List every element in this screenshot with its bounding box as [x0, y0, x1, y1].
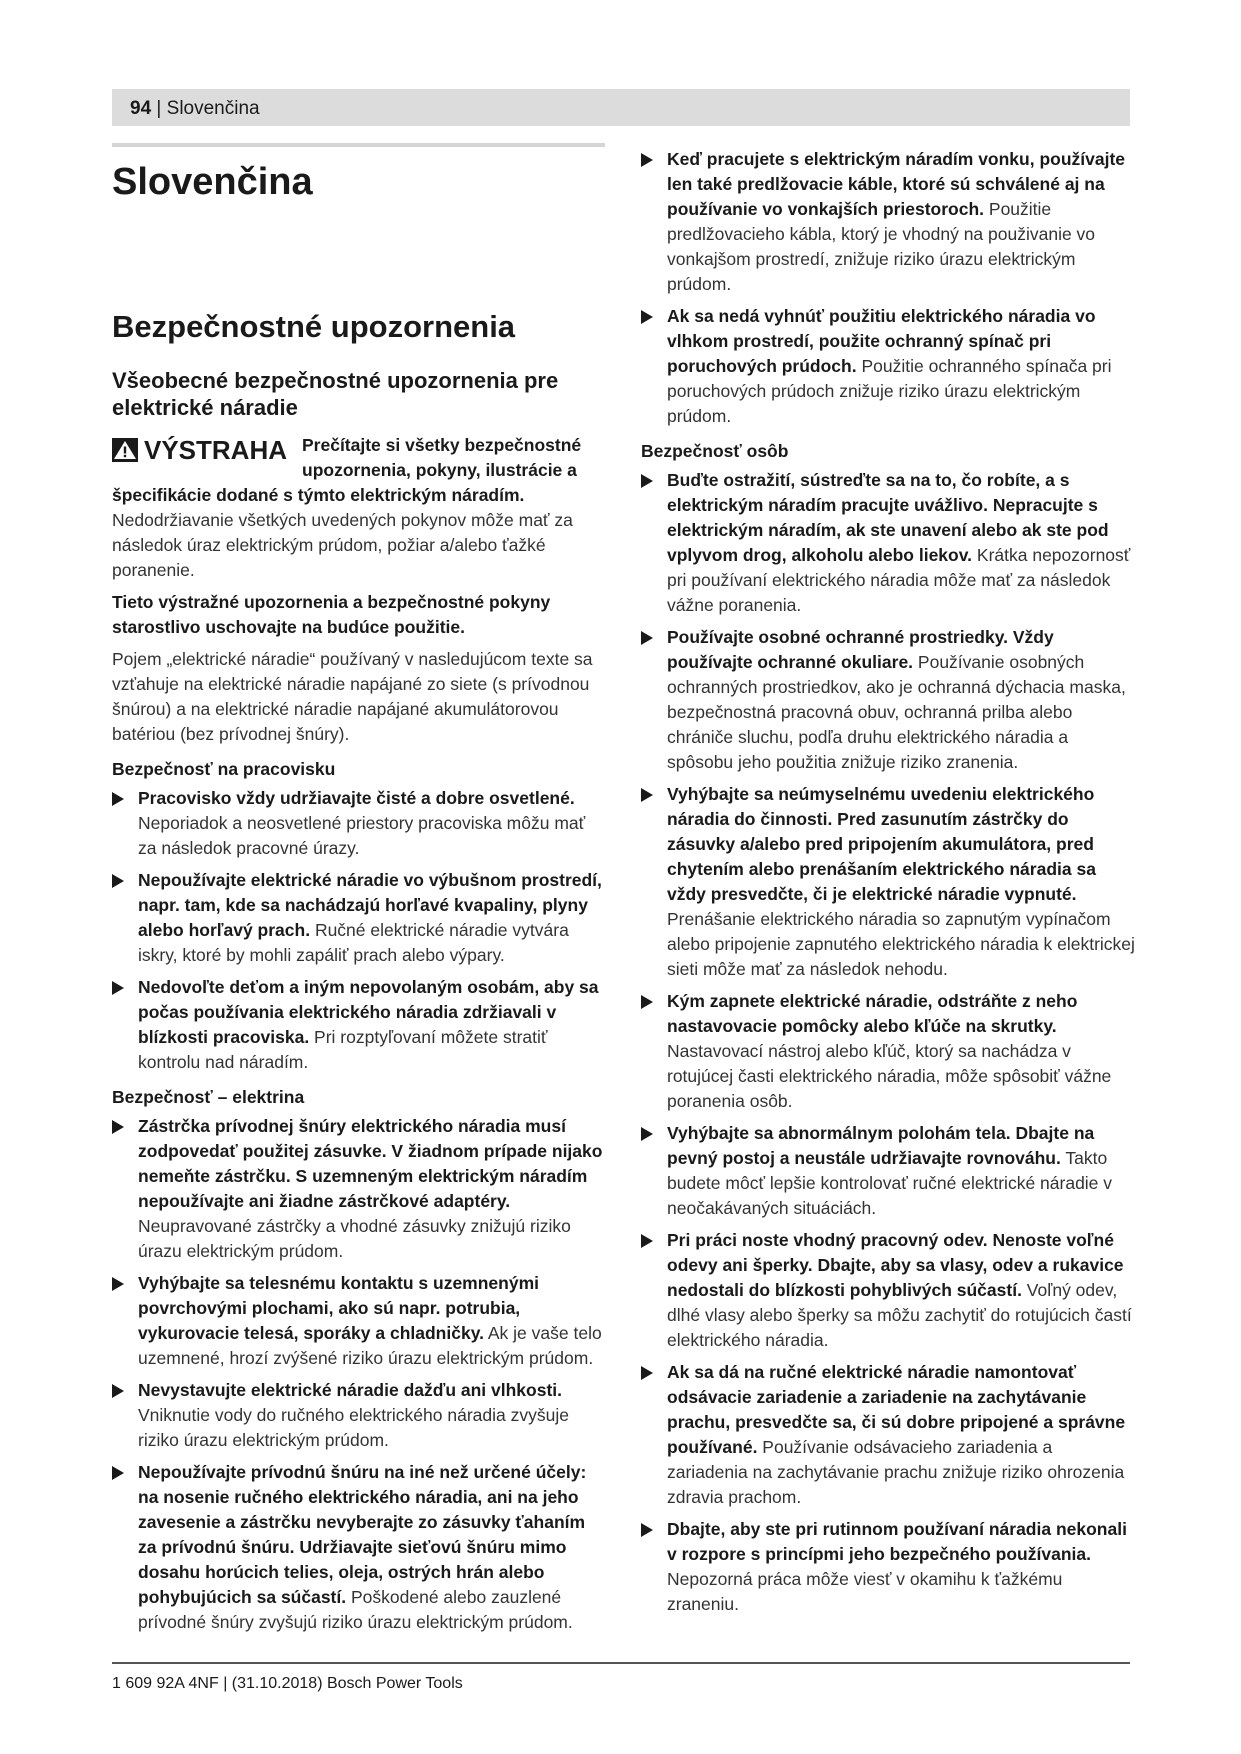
bullet-arrow-icon: [112, 981, 124, 995]
list-item: Vyhýbajte sa telesnému kontaktu s uzemnenými povrchovými plochami, ako sú napr. potrubia, vykurovacie telesá, sporáky a chladničky. Ak je vaše telo uzemnené, hrozí zvýšené riziko úrazu elektrickým prúdom.: [112, 1271, 605, 1371]
page-footer: 1 609 92A 4NF | (31.10.2018) Bosch Power Tools: [112, 1675, 463, 1692]
workplace-list: [112, 786, 605, 1075]
list-item: Nedovoľte deťom a iným nepovolaným osobám, aby sa počas používania elektrického náradia zdržiavali v blízkosti pracoviska. Pri rozptyľovaní môžete stratiť kontrolu nad náradím.: [112, 975, 605, 1075]
electrical-list-continued: [641, 147, 1135, 429]
footer-rule: [112, 1662, 1130, 1664]
list-item: Nepoužívajte prívodnú šnúru na iné než určené účely: na nosenie ručného elektrického náradia, ani na jeho zavesenie a zástrčku nevyberajte zo zásuvky ťahaním za prívodnú šnúru. Udržiavajte sieťovú šnúru mimo dosahu horúcich telies, oleja, ostrých hrán alebo pohybujúcich sa súčastí. Poškodené alebo zauzlené prívodné šnúry zvyšujú riziko úrazu elektrickým prúdom.: [112, 1460, 605, 1635]
bullet-arrow-icon: [641, 474, 653, 488]
bullet-arrow-icon: [641, 1366, 653, 1380]
personal-list: [641, 468, 1135, 1617]
page-header: [130, 98, 260, 120]
bullet-arrow-icon: [641, 1523, 653, 1537]
list-item: Zástrčka prívodnej šnúry elektrického náradia musí zodpovedať použitej zásuvke. V žiadnom prípade nijako nemeňte zástrčku. S uzemneným elektrickým náradím nepoužívajte ani žiadne zástrčkové adaptéry. Neupravované zástrčky a vhodné zásuvky znižujú riziko úrazu elektrickým prúdom.: [112, 1114, 605, 1264]
bullet-arrow-icon: [112, 1120, 124, 1134]
bullet-arrow-icon: [641, 1234, 653, 1248]
personal-heading: Bezpečnosť osôb: [641, 441, 789, 461]
list-item: Pri práci noste vhodný pracovný odev. Nenoste voľné odevy ani šperky. Dbajte, aby sa vlasy, odev a rukavice nedostali do blízkosti pohyblivých súčastí. Voľný odev, dlhé vlasy alebo šperky sa môžu zachytiť do rotujúcich častí elektrického náradia.: [641, 1228, 1135, 1353]
list-item: Nepoužívajte elektrické náradie vo výbušnom prostredí, napr. tam, kde sa nachádzajú horľavé kvapaliny, plyny alebo horľavý prach. Ručné elektrické náradie vytvára iskry, ktoré by mohli zapáliť prach alebo výpary.: [112, 868, 605, 968]
warning-triangle-icon: [112, 438, 138, 462]
column-rule: [112, 143, 605, 147]
subsection-title: Všeobecné bezpečnostné upozornenia pre elektrické náradie: [112, 368, 559, 420]
keep-instructions: Tieto výstražné upozornenia a bezpečnostné pokyny starostlivo uschovajte na budúce použitie.: [112, 592, 551, 637]
bullet-arrow-icon: [641, 1127, 653, 1141]
bullet-arrow-icon: [112, 874, 124, 888]
workplace-heading: Bezpečnosť na pracovisku: [112, 759, 336, 779]
bullet-arrow-icon: [112, 1277, 124, 1291]
bullet-arrow-icon: [641, 631, 653, 645]
definition-text: Pojem „elektrické náradie“ používaný v nasledujúcom texte sa vzťahuje na elektrické náradie napájané zo siete (s prívodnou šnúrou) a na elektrické náradie napájané akumulátorovou batériou (bez prívodnej šnúry).: [112, 649, 593, 744]
list-item: Ak sa dá na ručné elektrické náradie namontovať odsávacie zariadenie a zariadenie na zachytávanie prachu, presvedčte sa, či sú dobre pripojené a správne používané. Používanie odsávacieho zariadenia a zariadenia na zachytávanie prachu znižuje riziko ohrozenia zdravia prachom.: [641, 1360, 1135, 1510]
list-item: Vyhýbajte sa abnormálnym polohám tela. Dbajte na pevný postoj a neustále udržiavajte rovnováhu. Takto budete môcť lepšie kontrolovať ručné elektrické náradie v neočakávaných situáciách.: [641, 1121, 1135, 1221]
section-title: Bezpečnostné upozornenia: [112, 309, 516, 344]
bullet-arrow-icon: [641, 153, 653, 167]
list-item: Nevystavujte elektrické náradie dažďu ani vlhkosti. Vniknutie vody do ručného elektrického náradia zvyšuje riziko úrazu elektrickým prúdom.: [112, 1378, 605, 1453]
warning-tag: [112, 433, 302, 481]
electrical-list: [112, 1114, 605, 1635]
list-item: Buďte ostražití, sústreďte sa na to, čo robíte, a s elektrickým náradím pracujte uvážlivo. Nepracujte s elektrickým náradím, ak ste unavení alebo ak ste pod vplyvom drog, alkoholu alebo liekov. Krátka nepozornosť pri používaní elektrického náradia môže mať za následok vážne poranenia.: [641, 468, 1135, 618]
list-item: Dbajte, aby ste pri rutinnom používaní náradia nekonali v rozpore s princípmi jeho bezpečného používania. Nepozorná práca môže viesť v okamihu k ťažkému zraneniu.: [641, 1517, 1135, 1617]
list-item: Vyhýbajte sa neúmyselnému uvedeniu elektrického náradia do činnosti. Pred zasunutím zástrčky do zásuvky a/alebo pred pripojením akumulátora, pred chytením alebo prenášaním elektrického náradia sa vždy presvedčte, či je elektrické náradie vypnuté. Prenášanie elektrického náradia so zapnutým vypínačom alebo pripojenie zapnutého elektrického náradia k elektrickej sieti môže mať za následok nehodu.: [641, 782, 1135, 982]
warning-block: [112, 433, 605, 508]
bullet-arrow-icon: [112, 792, 124, 806]
bullet-arrow-icon: [112, 1466, 124, 1480]
bullet-arrow-icon: [641, 310, 653, 324]
header-separator: |: [151, 98, 167, 119]
list-item: Keď pracujete s elektrickým náradím vonku, používajte len také predlžovacie káble, ktoré sú schválené aj na používanie vo vonkajších priestoroch. Použitie predlžovacieho kábla, ktorý je vhodný na použivanie vo vonkajšom prostredí, znižuje riziko úrazu elektrickým prúdom.: [641, 147, 1135, 297]
right-column: [641, 147, 1135, 1624]
list-item: Kým zapnete elektrické náradie, odstráňte z neho nastavovacie pomôcky alebo kľúče na skrutky. Nastavovací nástroj alebo kľúč, ktorý sa nachádza v rotujúcej časti elektrického náradia, môže spôsobiť vážne poranenia osôb.: [641, 989, 1135, 1114]
bullet-arrow-icon: [641, 788, 653, 802]
list-item: Pracovisko vždy udržiavajte čisté a dobre osvetlené. Neporiadok a neosvetlené priestory pracoviska môžu mať za následok pracovné úrazy.: [112, 786, 605, 861]
bullet-arrow-icon: [112, 1384, 124, 1398]
header-language: Slovenčina: [166, 98, 260, 119]
warning-label: VÝSTRAHA: [144, 435, 288, 465]
page-number: 94: [130, 98, 152, 119]
warning-text: Nedodržiavanie všetkých uvedených pokynov môže mať za následok úraz elektrickým prúdom, požiar a/alebo ťažké poranenie.: [112, 510, 573, 580]
list-item: Ak sa nedá vyhnúť použitiu elektrického náradia vo vlhkom prostredí, použite ochranný spínač pri poruchových prúdoch. Použitie ochranného spínača pri poruchových prúdoch znižuje riziko úrazu elektrickým prúdom.: [641, 304, 1135, 429]
warning-lead: Prečítajte si všetky bezpečnostné upozornenia, pokyny, ilustrácie a špecifikácie dodané s týmto elektrickým náradím.: [112, 435, 582, 505]
electrical-heading: Bezpečnosť – elektrina: [112, 1087, 305, 1107]
bullet-arrow-icon: [641, 995, 653, 1009]
header-bar: [112, 89, 1130, 126]
page-title: Slovenčina: [112, 161, 313, 203]
left-column: [112, 160, 605, 1642]
list-item: Používajte osobné ochranné prostriedky. Vždy používajte ochranné okuliare. Používanie osobných ochranných prostriedkov, ako je ochranná dýchacia maska, bezpečnostná pracovná obuv, ochranná prilba alebo chrániče sluchu, podľa druhu elektrického náradia a spôsobu jeho použitia znižuje riziko zranenia.: [641, 625, 1135, 775]
